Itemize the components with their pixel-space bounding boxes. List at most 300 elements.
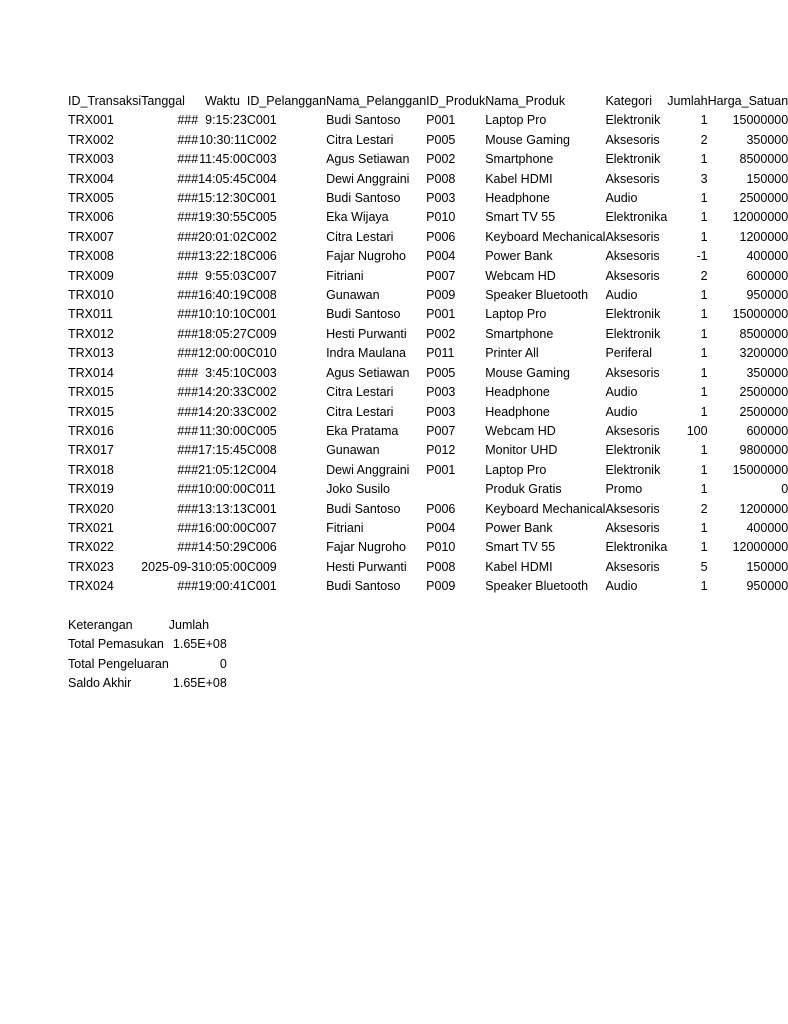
table-cell[interactable]: C001 (246, 579, 277, 594)
table-cell[interactable]: Gunawan (326, 288, 380, 303)
table-cell[interactable]: Promo (605, 482, 643, 497)
table-cell[interactable]: TRX015 (68, 385, 114, 400)
table-row (68, 344, 788, 363)
table-cell[interactable]: Power Bank (485, 520, 553, 535)
table-cell[interactable]: C004 (246, 171, 277, 186)
table-cell[interactable]: Audio (605, 404, 638, 419)
table-cell[interactable]: Elektronika (605, 540, 668, 555)
table-cell[interactable]: 14:20:33 (198, 404, 247, 419)
table-cell[interactable]: Elektronik (605, 113, 661, 128)
table-cell[interactable]: Aksesoris (605, 423, 660, 438)
table-cell[interactable]: C007 (246, 268, 277, 283)
table-cell[interactable]: 1 (700, 385, 708, 400)
table-cell[interactable]: Elektronik (605, 326, 661, 341)
table-cell[interactable]: 12:00:00 (198, 346, 247, 361)
table-cell[interactable]: C002 (246, 229, 277, 244)
table-cell[interactable]: Dewi Anggraini (326, 462, 410, 477)
table-cell[interactable]: TRX007 (68, 229, 114, 244)
table-cell[interactable]: C001 (246, 307, 277, 322)
table-cell[interactable]: P003 (426, 385, 456, 400)
summary-label[interactable]: Total Pengeluaran (68, 656, 169, 671)
table-cell[interactable]: TRX010 (68, 288, 114, 303)
table-cell[interactable]: TRX002 (68, 132, 114, 147)
table-cell[interactable]: 950000 (746, 288, 788, 303)
table-cell[interactable]: P002 (426, 326, 456, 341)
table-cell[interactable]: 1 (700, 152, 708, 167)
table-cell[interactable]: P009 (426, 288, 456, 303)
table-cell[interactable]: C004 (246, 462, 277, 477)
table-cell[interactable]: Aksesoris (605, 365, 660, 380)
table-cell[interactable]: 2500000 (739, 404, 788, 419)
table-cell[interactable]: TRX006 (68, 210, 114, 225)
table-cell[interactable]: P007 (426, 268, 456, 283)
table-cell[interactable]: P001 (426, 462, 456, 477)
table-cell[interactable]: ### (177, 171, 199, 186)
transaction-table-region (68, 92, 788, 597)
table-cell[interactable]: 1 (700, 113, 708, 128)
table-cell[interactable]: TRX022 (68, 540, 114, 555)
table-cell[interactable]: 16:40:19 (198, 288, 247, 303)
table-cell[interactable]: 0 (781, 482, 788, 497)
table-cell[interactable]: 15:12:30 (198, 191, 247, 206)
table-cell[interactable]: Fitriani (326, 268, 364, 283)
table-cell[interactable]: Mouse Gaming (485, 132, 570, 147)
table-cell[interactable]: ### (177, 540, 199, 555)
table-cell[interactable]: 8500000 (739, 152, 788, 167)
table-row (68, 131, 788, 150)
table-cell[interactable]: 1 (700, 482, 708, 497)
table-cell[interactable]: TRX004 (68, 171, 114, 186)
table-cell[interactable]: Fitriani (326, 520, 364, 535)
table-cell[interactable]: Keyboard Mechanical (485, 501, 606, 516)
table-cell[interactable]: Speaker Bluetooth (485, 579, 589, 594)
table-cell[interactable]: Printer All (485, 346, 539, 361)
table-cell[interactable]: ### (177, 579, 199, 594)
summary-label[interactable]: Saldo Akhir (68, 676, 132, 691)
table-row (68, 383, 788, 402)
table-cell[interactable]: 1 (700, 540, 708, 555)
table-row (68, 305, 788, 324)
table-cell[interactable]: 1200000 (739, 229, 788, 244)
table-cell[interactable]: P002 (426, 152, 456, 167)
table-cell[interactable]: P003 (426, 191, 456, 206)
table-cell[interactable]: 13:22:18 (198, 249, 247, 264)
table-cell[interactable]: Audio (605, 579, 638, 594)
table-cell[interactable]: TRX019 (68, 482, 114, 497)
table-cell[interactable]: ### (177, 288, 199, 303)
table-cell[interactable]: Fajar Nugroho (326, 540, 406, 555)
table-cell[interactable]: Hesti Purwanti (326, 326, 407, 341)
table-cell[interactable]: TRX009 (68, 268, 114, 283)
table-cell[interactable]: 16:00:00 (198, 520, 247, 535)
table-cell[interactable]: Aksesoris (605, 268, 660, 283)
table-cell[interactable]: Periferal (605, 346, 652, 361)
table-cell[interactable]: ### (177, 423, 199, 438)
column-header[interactable]: Harga_Satuan (707, 94, 788, 108)
table-cell[interactable]: Eka Pratama (326, 423, 399, 438)
table-cell[interactable]: 1 (700, 579, 708, 594)
table-row (68, 228, 788, 247)
table-cell[interactable]: Elektronik (605, 152, 661, 167)
table-cell[interactable]: 1 (700, 210, 708, 225)
table-cell[interactable]: Power Bank (485, 249, 553, 264)
table-cell[interactable]: 3 (700, 171, 708, 186)
table-cell[interactable]: ### (177, 152, 199, 167)
table-cell[interactable]: 3:45:10 (205, 365, 247, 380)
table-cell[interactable]: P006 (426, 229, 456, 244)
table-cell[interactable]: P007 (426, 423, 456, 438)
table-cell[interactable]: P001 (426, 307, 456, 322)
table-cell[interactable]: ### (177, 191, 199, 206)
table-cell[interactable]: 600000 (746, 423, 788, 438)
table-cell[interactable]: Laptop Pro (485, 307, 547, 322)
table-cell[interactable]: Elektronika (605, 210, 668, 225)
column-header[interactable]: ID_Produk (426, 94, 486, 108)
table-cell[interactable]: P010 (426, 540, 456, 555)
table-cell[interactable]: 10:00:00 (198, 482, 247, 497)
column-header[interactable]: ID_Pelanggan (246, 94, 327, 108)
table-cell[interactable]: TRX012 (68, 326, 114, 341)
table-cell[interactable]: 15000000 (732, 307, 788, 322)
table-cell[interactable]: Joko Susilo (326, 482, 391, 497)
table-cell[interactable]: TRX017 (68, 443, 114, 458)
table-cell[interactable]: 9:15:23 (205, 113, 247, 128)
table-cell[interactable]: Kabel HDMI (485, 171, 553, 186)
table-cell[interactable]: ### (177, 482, 199, 497)
table-cell[interactable]: C007 (246, 520, 277, 535)
table-cell[interactable]: Aksesoris (605, 229, 660, 244)
table-cell[interactable]: Headphone (485, 404, 550, 419)
table-cell[interactable]: 1 (700, 191, 708, 206)
table-cell[interactable]: Webcam HD (485, 268, 556, 283)
table-cell[interactable]: TRX023 (68, 559, 114, 574)
summary-row (68, 674, 227, 693)
table-cell[interactable]: 17:15:45 (198, 443, 247, 458)
table-cell[interactable]: TRX016 (68, 423, 114, 438)
table-cell[interactable]: C009 (246, 559, 277, 574)
table-cell[interactable]: Budi Santoso (326, 307, 401, 322)
table-cell[interactable]: Fajar Nugroho (326, 249, 406, 264)
column-header[interactable]: Tanggal (141, 94, 185, 108)
table-cell[interactable]: Aksesoris (605, 501, 660, 516)
table-cell[interactable]: ### (177, 268, 199, 283)
column-header[interactable]: Jumlah (667, 94, 708, 108)
table-cell[interactable]: ### (177, 113, 199, 128)
table-cell[interactable]: Kabel HDMI (485, 559, 553, 574)
table-cell[interactable]: Dewi Anggraini (326, 171, 410, 186)
table-cell[interactable]: 18:05:27 (198, 326, 247, 341)
table-cell[interactable]: 1 (700, 365, 708, 380)
table-row (68, 111, 788, 130)
summary-value[interactable]: 1.65E+08 (172, 637, 227, 652)
column-header[interactable]: ID_Transaksi (68, 94, 142, 108)
table-cell[interactable]: Speaker Bluetooth (485, 288, 589, 303)
column-header[interactable]: Kategori (605, 94, 652, 108)
table-cell[interactable]: Aksesoris (605, 559, 660, 574)
table-cell[interactable]: Headphone (485, 385, 550, 400)
summary-row (68, 635, 227, 654)
table-cell[interactable]: TRX011 (68, 307, 113, 322)
table-cell[interactable]: Aksesoris (605, 132, 660, 147)
table-cell[interactable]: 12000000 (732, 210, 788, 225)
table-cell[interactable]: ### (177, 307, 199, 322)
table-cell[interactable]: Citra Lestari (326, 385, 394, 400)
table-cell[interactable]: P005 (426, 365, 456, 380)
table-cell[interactable]: P010 (426, 210, 456, 225)
table-cell[interactable]: C011 (246, 482, 276, 497)
table-cell[interactable]: 8500000 (739, 326, 788, 341)
table-row (68, 500, 788, 519)
table-row (68, 189, 788, 208)
table-cell[interactable]: 13:13:13 (198, 501, 247, 516)
table-cell[interactable]: TRX018 (68, 462, 114, 477)
table-cell[interactable]: 14:20:33 (198, 385, 247, 400)
table-row (68, 577, 788, 596)
table-cell[interactable]: Audio (605, 288, 638, 303)
table-cell[interactable]: TRX008 (68, 249, 114, 264)
table-cell[interactable]: ### (177, 443, 199, 458)
table-cell[interactable]: 10:05:00 (198, 559, 247, 574)
table-cell[interactable]: 600000 (746, 268, 788, 283)
table-cell[interactable]: P005 (426, 132, 456, 147)
table-cell[interactable]: P011 (426, 346, 455, 361)
table-cell[interactable]: Smart TV 55 (485, 540, 556, 555)
table-cell[interactable]: ### (177, 501, 199, 516)
table-cell[interactable]: 10:10:10 (198, 307, 247, 322)
table-cell[interactable]: ### (177, 385, 199, 400)
table-cell[interactable]: Elektronik (605, 443, 661, 458)
table-row (68, 480, 788, 499)
table-cell[interactable]: 19:30:55 (198, 210, 247, 225)
summary-row (68, 655, 227, 674)
table-row (68, 519, 788, 538)
table-cell[interactable]: C002 (246, 385, 277, 400)
table-cell[interactable]: 2 (700, 268, 708, 283)
table-cell[interactable]: Aksesoris (605, 520, 660, 535)
table-row (68, 286, 788, 305)
table-row (68, 150, 788, 169)
table-cell[interactable]: 1 (700, 443, 708, 458)
table-row (68, 403, 788, 422)
table-cell[interactable]: ### (177, 346, 199, 361)
table-cell[interactable]: TRX021 (68, 520, 114, 535)
table-cell[interactable]: 9800000 (739, 443, 788, 458)
table-cell[interactable]: 2500000 (739, 191, 788, 206)
table-cell[interactable]: Citra Lestari (326, 404, 394, 419)
table-cell[interactable]: TRX024 (68, 579, 114, 594)
table-cell[interactable]: Aksesoris (605, 249, 660, 264)
table-cell[interactable]: 400000 (746, 249, 788, 264)
table-cell[interactable]: -1 (696, 249, 708, 264)
table-cell[interactable]: P012 (426, 443, 456, 458)
table-cell[interactable]: TRX014 (68, 365, 114, 380)
table-cell[interactable]: ### (177, 229, 199, 244)
summary-label[interactable]: Total Pemasukan (68, 637, 164, 652)
table-cell[interactable]: Laptop Pro (485, 462, 547, 477)
table-cell[interactable]: 100 (686, 423, 708, 438)
table-cell[interactable]: P008 (426, 559, 456, 574)
table-cell[interactable]: TRX001 (68, 113, 114, 128)
column-header[interactable]: Waktu (205, 94, 240, 108)
table-row (68, 538, 788, 557)
table-cell[interactable]: C006 (246, 249, 277, 264)
table-cell[interactable]: P008 (426, 171, 456, 186)
table-cell[interactable]: C006 (246, 540, 277, 555)
table-cell[interactable]: P004 (426, 249, 456, 264)
table-cell[interactable]: 1 (700, 462, 708, 477)
table-cell[interactable]: C009 (246, 326, 277, 341)
table-cell[interactable]: 3200000 (739, 346, 788, 361)
table-row (68, 558, 788, 577)
table-cell[interactable]: Smart TV 55 (485, 210, 556, 225)
table-cell[interactable]: Agus Setiawan (326, 365, 410, 380)
table-cell[interactable]: 11:45:00 (199, 152, 247, 167)
table-cell[interactable]: 15000000 (732, 462, 788, 477)
table-row (68, 441, 788, 460)
table-row (68, 364, 788, 383)
table-cell[interactable]: C008 (246, 443, 277, 458)
table-cell[interactable]: Eka Wijaya (326, 210, 389, 225)
table-cell[interactable]: Audio (605, 385, 638, 400)
table-cell[interactable]: 9:55:03 (205, 268, 247, 283)
table-cell[interactable]: 1 (700, 520, 708, 535)
table-cell[interactable]: ### (177, 132, 199, 147)
table-cell[interactable]: 1 (700, 307, 708, 322)
table-cell[interactable]: 2 (700, 132, 708, 147)
table-cell[interactable]: Monitor UHD (485, 443, 558, 458)
table-cell[interactable]: Hesti Purwanti (326, 559, 407, 574)
table-cell[interactable]: TRX005 (68, 191, 114, 206)
table-cell[interactable]: 1 (700, 404, 708, 419)
table-cell[interactable]: Budi Santoso (326, 191, 401, 206)
table-cell[interactable]: Headphone (485, 191, 550, 206)
table-cell[interactable]: Smartphone (485, 152, 554, 167)
table-cell[interactable]: ### (177, 326, 199, 341)
table-cell[interactable]: Webcam HD (485, 423, 556, 438)
table-cell[interactable]: 20:01:02 (198, 229, 247, 244)
table-cell[interactable]: 14:50:29 (198, 540, 247, 555)
table-cell[interactable]: C005 (246, 423, 277, 438)
table-cell[interactable]: 400000 (746, 520, 788, 535)
table-cell[interactable]: 1 (700, 288, 708, 303)
table-cell[interactable]: Audio (605, 191, 638, 206)
table-row (68, 208, 788, 227)
table-cell[interactable]: Budi Santoso (326, 113, 401, 128)
table-cell[interactable]: TRX020 (68, 501, 114, 516)
table-cell[interactable]: ### (177, 210, 199, 225)
table-cell[interactable]: 350000 (746, 365, 788, 380)
table-cell[interactable]: P001 (426, 113, 456, 128)
table-cell[interactable]: Smartphone (485, 326, 554, 341)
table-cell[interactable]: C008 (246, 288, 277, 303)
summary-table-region (68, 616, 227, 694)
table-cell[interactable]: C005 (246, 210, 277, 225)
table-row (68, 325, 788, 344)
table-cell[interactable]: C003 (246, 152, 277, 167)
table-cell[interactable]: ### (177, 365, 199, 380)
table-cell[interactable]: 19:00:41 (198, 579, 247, 594)
table-cell[interactable]: 21:05:12 (198, 462, 247, 477)
table-cell[interactable]: Gunawan (326, 443, 380, 458)
table-cell[interactable]: ### (177, 462, 199, 477)
table-cell[interactable]: 950000 (746, 579, 788, 594)
table-cell[interactable]: 1 (700, 346, 708, 361)
table-cell[interactable]: 150000 (746, 171, 788, 186)
column-header[interactable]: Nama_Pelanggan (326, 94, 427, 108)
table-cell[interactable]: Agus Setiawan (326, 152, 410, 167)
table-cell[interactable]: TRX013 (68, 346, 114, 361)
table-cell[interactable]: Citra Lestari (326, 229, 394, 244)
table-cell[interactable]: Elektronik (605, 307, 661, 322)
table-cell[interactable]: Citra Lestari (326, 132, 394, 147)
summary-column-header[interactable]: Keterangan (68, 618, 133, 632)
table-cell[interactable]: Aksesoris (605, 171, 660, 186)
table-cell[interactable]: P006 (426, 501, 456, 516)
table-cell[interactable]: C003 (246, 365, 277, 380)
transaction-table (68, 92, 788, 597)
table-cell[interactable]: ### (177, 404, 199, 419)
table-cell[interactable]: Budi Santoso (326, 579, 401, 594)
table-cell[interactable]: C002 (246, 132, 277, 147)
summary-value[interactable]: 0 (219, 656, 227, 671)
table-cell[interactable]: C001 (246, 113, 277, 128)
table-cell[interactable]: Mouse Gaming (485, 365, 570, 380)
table-cell[interactable]: C001 (246, 191, 277, 206)
table-cell[interactable]: 5 (700, 559, 708, 574)
table-cell[interactable]: 1200000 (739, 501, 788, 516)
summary-column-header[interactable]: Jumlah (168, 618, 210, 632)
table-cell[interactable]: P009 (426, 579, 456, 594)
table-cell[interactable]: Budi Santoso (326, 501, 401, 516)
table-cell[interactable]: 2025-09-3 (141, 559, 199, 574)
table-cell[interactable]: 2 (700, 501, 708, 516)
table-cell[interactable]: P004 (426, 520, 456, 535)
table-cell[interactable]: 11:30:00 (199, 423, 247, 438)
table-cell[interactable]: ### (177, 520, 199, 535)
table-cell[interactable]: Indra Maulana (326, 346, 406, 361)
table-cell[interactable]: TRX015 (68, 404, 114, 419)
table-cell[interactable]: 12000000 (732, 540, 788, 555)
table-cell[interactable]: Elektronik (605, 462, 661, 477)
table-cell[interactable] (426, 480, 485, 499)
table-cell[interactable]: 10:30:11 (199, 132, 247, 147)
table-cell[interactable]: 150000 (746, 559, 788, 574)
table-row (68, 247, 788, 266)
table-cell[interactable]: 350000 (746, 132, 788, 147)
table-cell[interactable]: 1 (700, 326, 708, 341)
table-cell[interactable]: C001 (246, 501, 277, 516)
table-cell[interactable]: 14:05:45 (198, 171, 247, 186)
header-row (68, 92, 788, 111)
table-cell[interactable]: P003 (426, 404, 456, 419)
table-cell[interactable]: 2500000 (739, 385, 788, 400)
table-cell[interactable]: C010 (246, 346, 277, 361)
table-cell[interactable]: ### (177, 249, 199, 264)
table-row (68, 461, 788, 480)
table-cell[interactable]: 15000000 (732, 113, 788, 128)
table-cell[interactable]: Produk Gratis (485, 482, 562, 497)
table-row (68, 267, 788, 286)
table-row (68, 422, 788, 441)
table-cell[interactable]: Laptop Pro (485, 113, 547, 128)
table-cell[interactable]: Keyboard Mechanical (485, 229, 606, 244)
table-cell[interactable]: C002 (246, 404, 277, 419)
table-cell[interactable]: TRX003 (68, 152, 114, 167)
column-header[interactable]: Nama_Produk (485, 94, 566, 108)
summary-value[interactable]: 1.65E+08 (172, 676, 227, 691)
table-cell[interactable]: 1 (700, 229, 708, 244)
table-row (68, 170, 788, 189)
